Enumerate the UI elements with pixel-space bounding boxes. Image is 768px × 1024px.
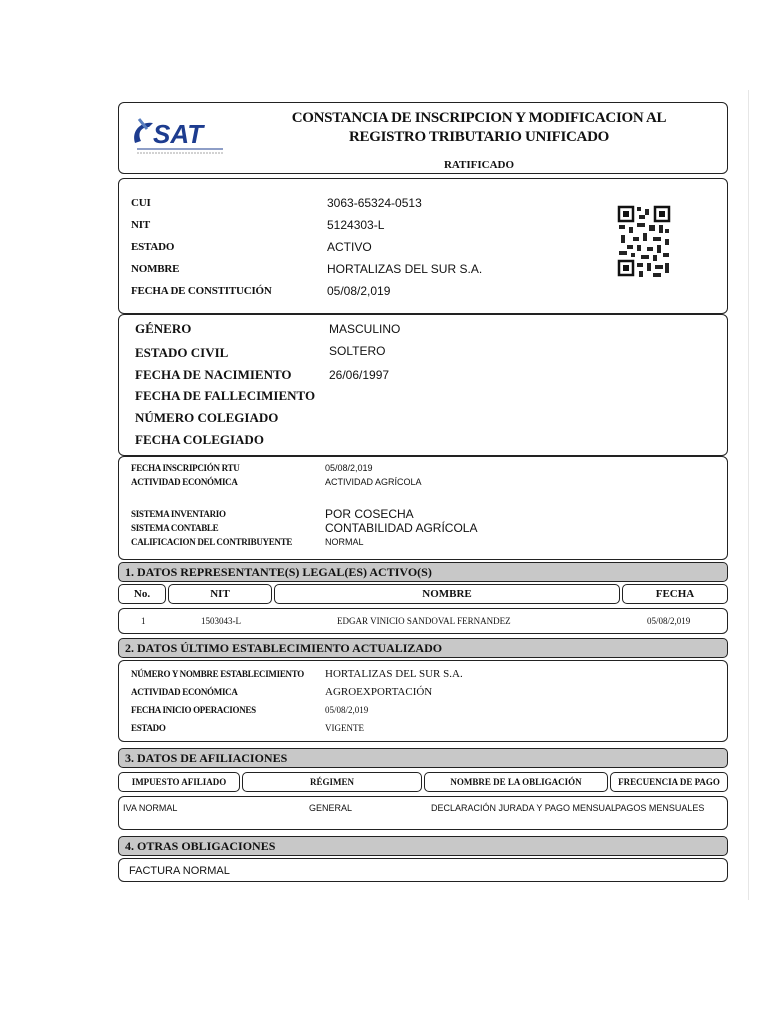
value-nombre: HORTALIZAS DEL SUR S.A.	[327, 262, 483, 276]
label-sistema-inventario: SISTEMA INVENTARIO	[131, 509, 226, 519]
label-fecha-colegiado: FECHA COLEGIADO	[135, 432, 264, 447]
afil-impuesto: IVA NORMAL	[123, 803, 178, 813]
rep-no: 1	[141, 616, 146, 626]
label-estado: ESTADO	[131, 241, 175, 253]
label-estado-est: ESTADO	[131, 723, 166, 733]
svg-text:SAT: SAT	[153, 119, 204, 149]
col-header-fecha: FECHA	[622, 584, 728, 604]
label-fecha-constitucion: FECHA DE CONSTITUCIÓN	[131, 285, 272, 297]
rep-fecha: 05/08/2,019	[647, 616, 691, 626]
afil-frecuencia: PAGOS MENSUALES	[615, 803, 705, 813]
label-actividad-economica: ACTIVIDAD ECONÓMICA	[131, 477, 238, 487]
section4-bar	[118, 836, 728, 856]
col-header-nit: NIT	[168, 584, 272, 604]
label-numero-colegiado: NÚMERO COLEGIADO	[135, 410, 279, 425]
label-cui: CUI	[131, 197, 151, 209]
rep-nit: 1503043-L	[201, 616, 241, 626]
col-header-frecuencia: FRECUENCIA DE PAGO	[610, 772, 728, 792]
personal-box	[118, 314, 728, 456]
document-title-line1: CONSTANCIA DE INSCRIPCION Y MODIFICACION AL	[291, 110, 667, 126]
label-fecha-inicio-operaciones: FECHA INICIO OPERACIONES	[131, 705, 256, 715]
rtu-box	[118, 456, 728, 560]
page-edge	[748, 90, 749, 900]
value-sistema-inventario: POR COSECHA	[325, 507, 414, 521]
qr-code-icon	[617, 205, 671, 279]
value-estado: ACTIVO	[327, 240, 372, 254]
section1-bar	[118, 562, 728, 582]
representante-row	[118, 608, 728, 634]
label-sistema-contable: SISTEMA CONTABLE	[131, 523, 219, 533]
value-calificacion: NORMAL	[325, 537, 364, 547]
afil-regimen: GENERAL	[309, 803, 353, 813]
col-header-regimen: RÉGIMEN	[242, 772, 422, 792]
otras-obligacion-value: FACTURA NORMAL	[129, 865, 230, 877]
value-fecha-inscripcion-rtu: 05/08/2,019	[325, 463, 373, 473]
col-header-nombre: NOMBRE	[274, 584, 620, 604]
afil-obligacion: DECLARACIÓN JURADA Y PAGO MENSUAL	[431, 803, 617, 813]
value-actividad-economica-est: AGROEXPORTACIÓN	[325, 686, 433, 698]
label-genero: GÉNERO	[135, 321, 192, 336]
section3-bar	[118, 748, 728, 768]
section3-title: 3. DATOS DE AFILIACIONES	[125, 751, 288, 765]
label-nombre: NOMBRE	[131, 263, 180, 275]
label-actividad-economica-est: ACTIVIDAD ECONÓMICA	[131, 687, 238, 697]
rep-nombre: EDGAR VINICIO SANDOVAL FERNANDEZ	[337, 616, 511, 626]
otras-obligaciones-row	[118, 858, 728, 882]
col-header-no: No.	[118, 584, 166, 604]
section4-title: 4. OTRAS OBLIGACIONES	[125, 839, 276, 853]
label-fecha-fallecimiento: FECHA DE FALLECIMIENTO	[135, 388, 316, 403]
col-header-impuesto: IMPUESTO AFILIADO	[118, 772, 240, 792]
document-subtitle: RATIFICADO	[443, 159, 515, 171]
value-fecha-constitucion: 05/08/2,019	[327, 284, 391, 298]
value-numero-nombre-establecimiento: HORTALIZAS DEL SUR S.A.	[325, 668, 463, 680]
value-fecha-inicio-operaciones: 05/08/2,019	[325, 705, 369, 715]
value-actividad-economica: ACTIVIDAD AGRÍCOLA	[325, 477, 422, 487]
col-header-obligacion: NOMBRE DE LA OBLIGACIÓN	[424, 772, 608, 792]
section1-title: 1. DATOS REPRESENTANTE(S) LEGAL(ES) ACTIVO(S)	[125, 565, 432, 579]
label-calificacion: CALIFICACION DEL CONTRIBUYENTE	[131, 537, 293, 547]
document-title-line2: REGISTRO TRIBUTARIO UNIFICADO	[349, 129, 609, 145]
value-estado-est: VIGENTE	[325, 723, 364, 733]
label-nit: NIT	[131, 219, 150, 231]
section2-title: 2. DATOS ÚLTIMO ESTABLECIMIENTO ACTUALIZADO	[125, 641, 443, 655]
value-sistema-contable: CONTABILIDAD AGRÍCOLA	[325, 521, 478, 535]
establecimiento-box	[118, 660, 728, 742]
header-box	[118, 102, 728, 174]
sat-logo-icon	[129, 113, 229, 157]
identity-box	[118, 178, 728, 314]
value-fecha-nacimiento: 26/06/1997	[329, 368, 390, 382]
value-genero: MASCULINO	[329, 322, 401, 336]
value-nit: 5124303-L	[327, 218, 385, 232]
label-estado-civil: ESTADO CIVIL	[135, 345, 229, 360]
afiliacion-row	[118, 796, 728, 830]
label-numero-nombre-establecimiento: NÚMERO Y NOMBRE ESTABLECIMIENTO	[131, 669, 304, 679]
label-fecha-nacimiento: FECHA DE NACIMIENTO	[135, 367, 292, 382]
label-fecha-inscripcion-rtu: FECHA INSCRIPCIÓN RTU	[131, 463, 240, 473]
value-cui: 3063-65324-0513	[327, 196, 422, 210]
value-estado-civil: SOLTERO	[329, 344, 386, 358]
section2-bar	[118, 638, 728, 658]
